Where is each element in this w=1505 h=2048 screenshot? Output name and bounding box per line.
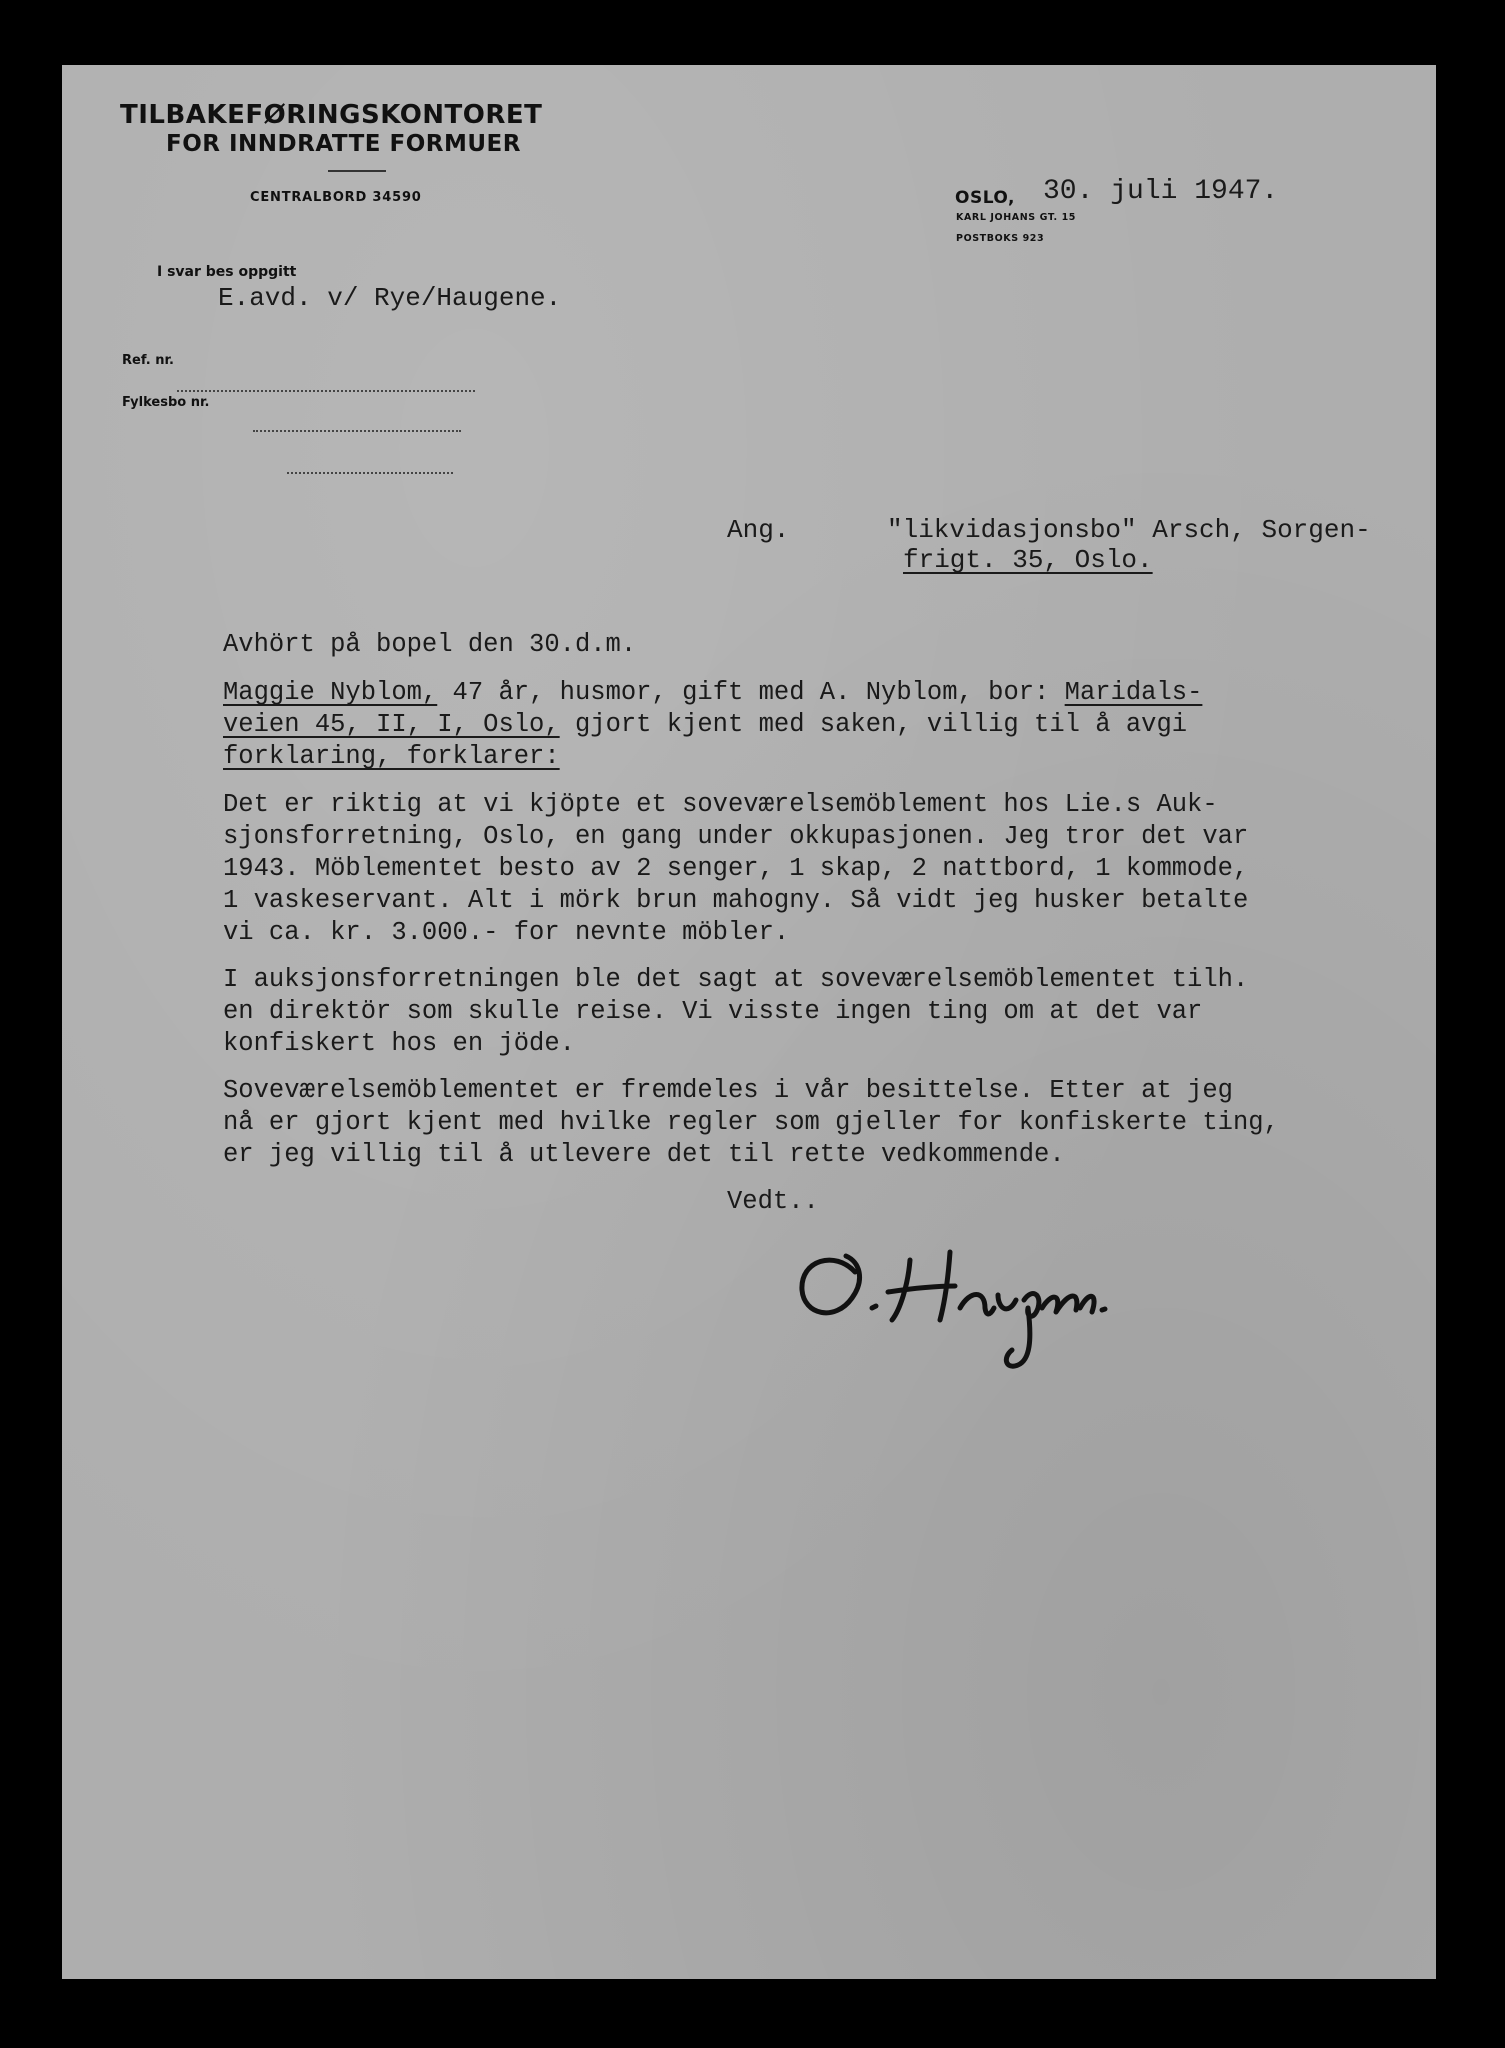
letterhead-street-address: KARL JOHANS GT. 15 xyxy=(956,212,1077,223)
subject-line-1: "likvidasjonsbo" Arsch, Sorgen- xyxy=(887,515,1371,545)
ref-number-line xyxy=(253,430,461,432)
witness-address-part-2: veien 45, II, I, Oslo, xyxy=(223,710,560,739)
witness-address-part-1: Maridals- xyxy=(1064,678,1203,707)
paragraph-3-line-3: konfiskert hos en jöde. xyxy=(223,1029,575,1058)
ref-number-label: Ref. nr. xyxy=(122,353,174,368)
paragraph-1-line-2 xyxy=(223,708,1187,741)
fylkesbo-number-label: Fylkesbo nr. xyxy=(122,395,210,410)
paragraph-2-line-4: 1 vaskeservant. Alt i mörk brun mahogny. Så vidt jeg husker betalte xyxy=(223,886,1249,915)
reply-reference-value: E.avd. v/ Rye/Haugene. xyxy=(218,283,562,313)
letterhead-title: TILBAKEFØRINGSKONTORET xyxy=(120,100,543,130)
closing-vedt: Vedt.. xyxy=(727,1187,819,1216)
paragraph-4-line-3: er jeg villig til å utlevere det til rette vedkommende. xyxy=(223,1140,1065,1169)
reply-reference-label: I svar bes oppgitt xyxy=(157,264,297,280)
paragraph-3-line-2: en direktör som skulle reise. Vi visste ingen ting om at det var xyxy=(223,997,1203,1026)
fylkesbo-number-line xyxy=(287,472,453,474)
signature-drawing xyxy=(780,1190,1110,1370)
paragraph-1-line-3: forklaring, forklarer: xyxy=(223,742,560,771)
paragraph-4-line-1: Soveværelsemöblementet er fremdeles i vår besittelse. Etter at jeg xyxy=(223,1076,1233,1105)
letterhead-phone: CENTRALBORD 34590 xyxy=(250,190,422,205)
letterhead-subtitle: FOR INNDRATTE FORMUER xyxy=(166,131,521,157)
paragraph-2-line-1: Det er riktig at vi kjöpte et soveværelsemöblement hos Lie.s Auk- xyxy=(223,790,1218,819)
letterhead-divider xyxy=(328,170,386,172)
handwritten-signature xyxy=(780,1190,1110,1370)
paragraph-1-line-1 xyxy=(223,676,1202,709)
subject-label: Ang. xyxy=(727,515,790,545)
intro-line: Avhört på bopel den 30.d.m. xyxy=(223,630,637,659)
paragraph-3-line-1: I auksjonsforretningen ble det sagt at soveværelsemöblementet tilh. xyxy=(223,965,1249,994)
letter-city: OSLO, xyxy=(955,188,1015,208)
paragraph-2-line-2: sjonsforretning, Oslo, en gang under okkupasjonen. Jeg tror det var xyxy=(223,822,1249,851)
paragraph-2-line-3: 1943. Möblementet besto av 2 senger, 1 skap, 2 nattbord, 1 kommode, xyxy=(223,854,1249,883)
subject-line-2: frigt. 35, Oslo. xyxy=(903,545,1153,575)
witness-statement-intro: gjort kjent med saken, villig til å avgi xyxy=(559,710,1188,739)
reply-reference-line xyxy=(177,390,475,392)
witness-name: Maggie Nyblom, xyxy=(223,678,438,707)
witness-details: 47 år, husmor, gift med A. Nyblom, bor: xyxy=(437,678,1065,707)
paragraph-4-line-2: nå er gjort kjent med hvilke regler som gjeller for konfiskerte ting, xyxy=(223,1108,1279,1137)
letterhead-po-box: POSTBOKS 923 xyxy=(956,233,1045,244)
letter-date: 30. juli 1947. xyxy=(1043,176,1279,207)
paragraph-2-line-5: vi ca. kr. 3.000.- for nevnte möbler. xyxy=(223,918,790,947)
